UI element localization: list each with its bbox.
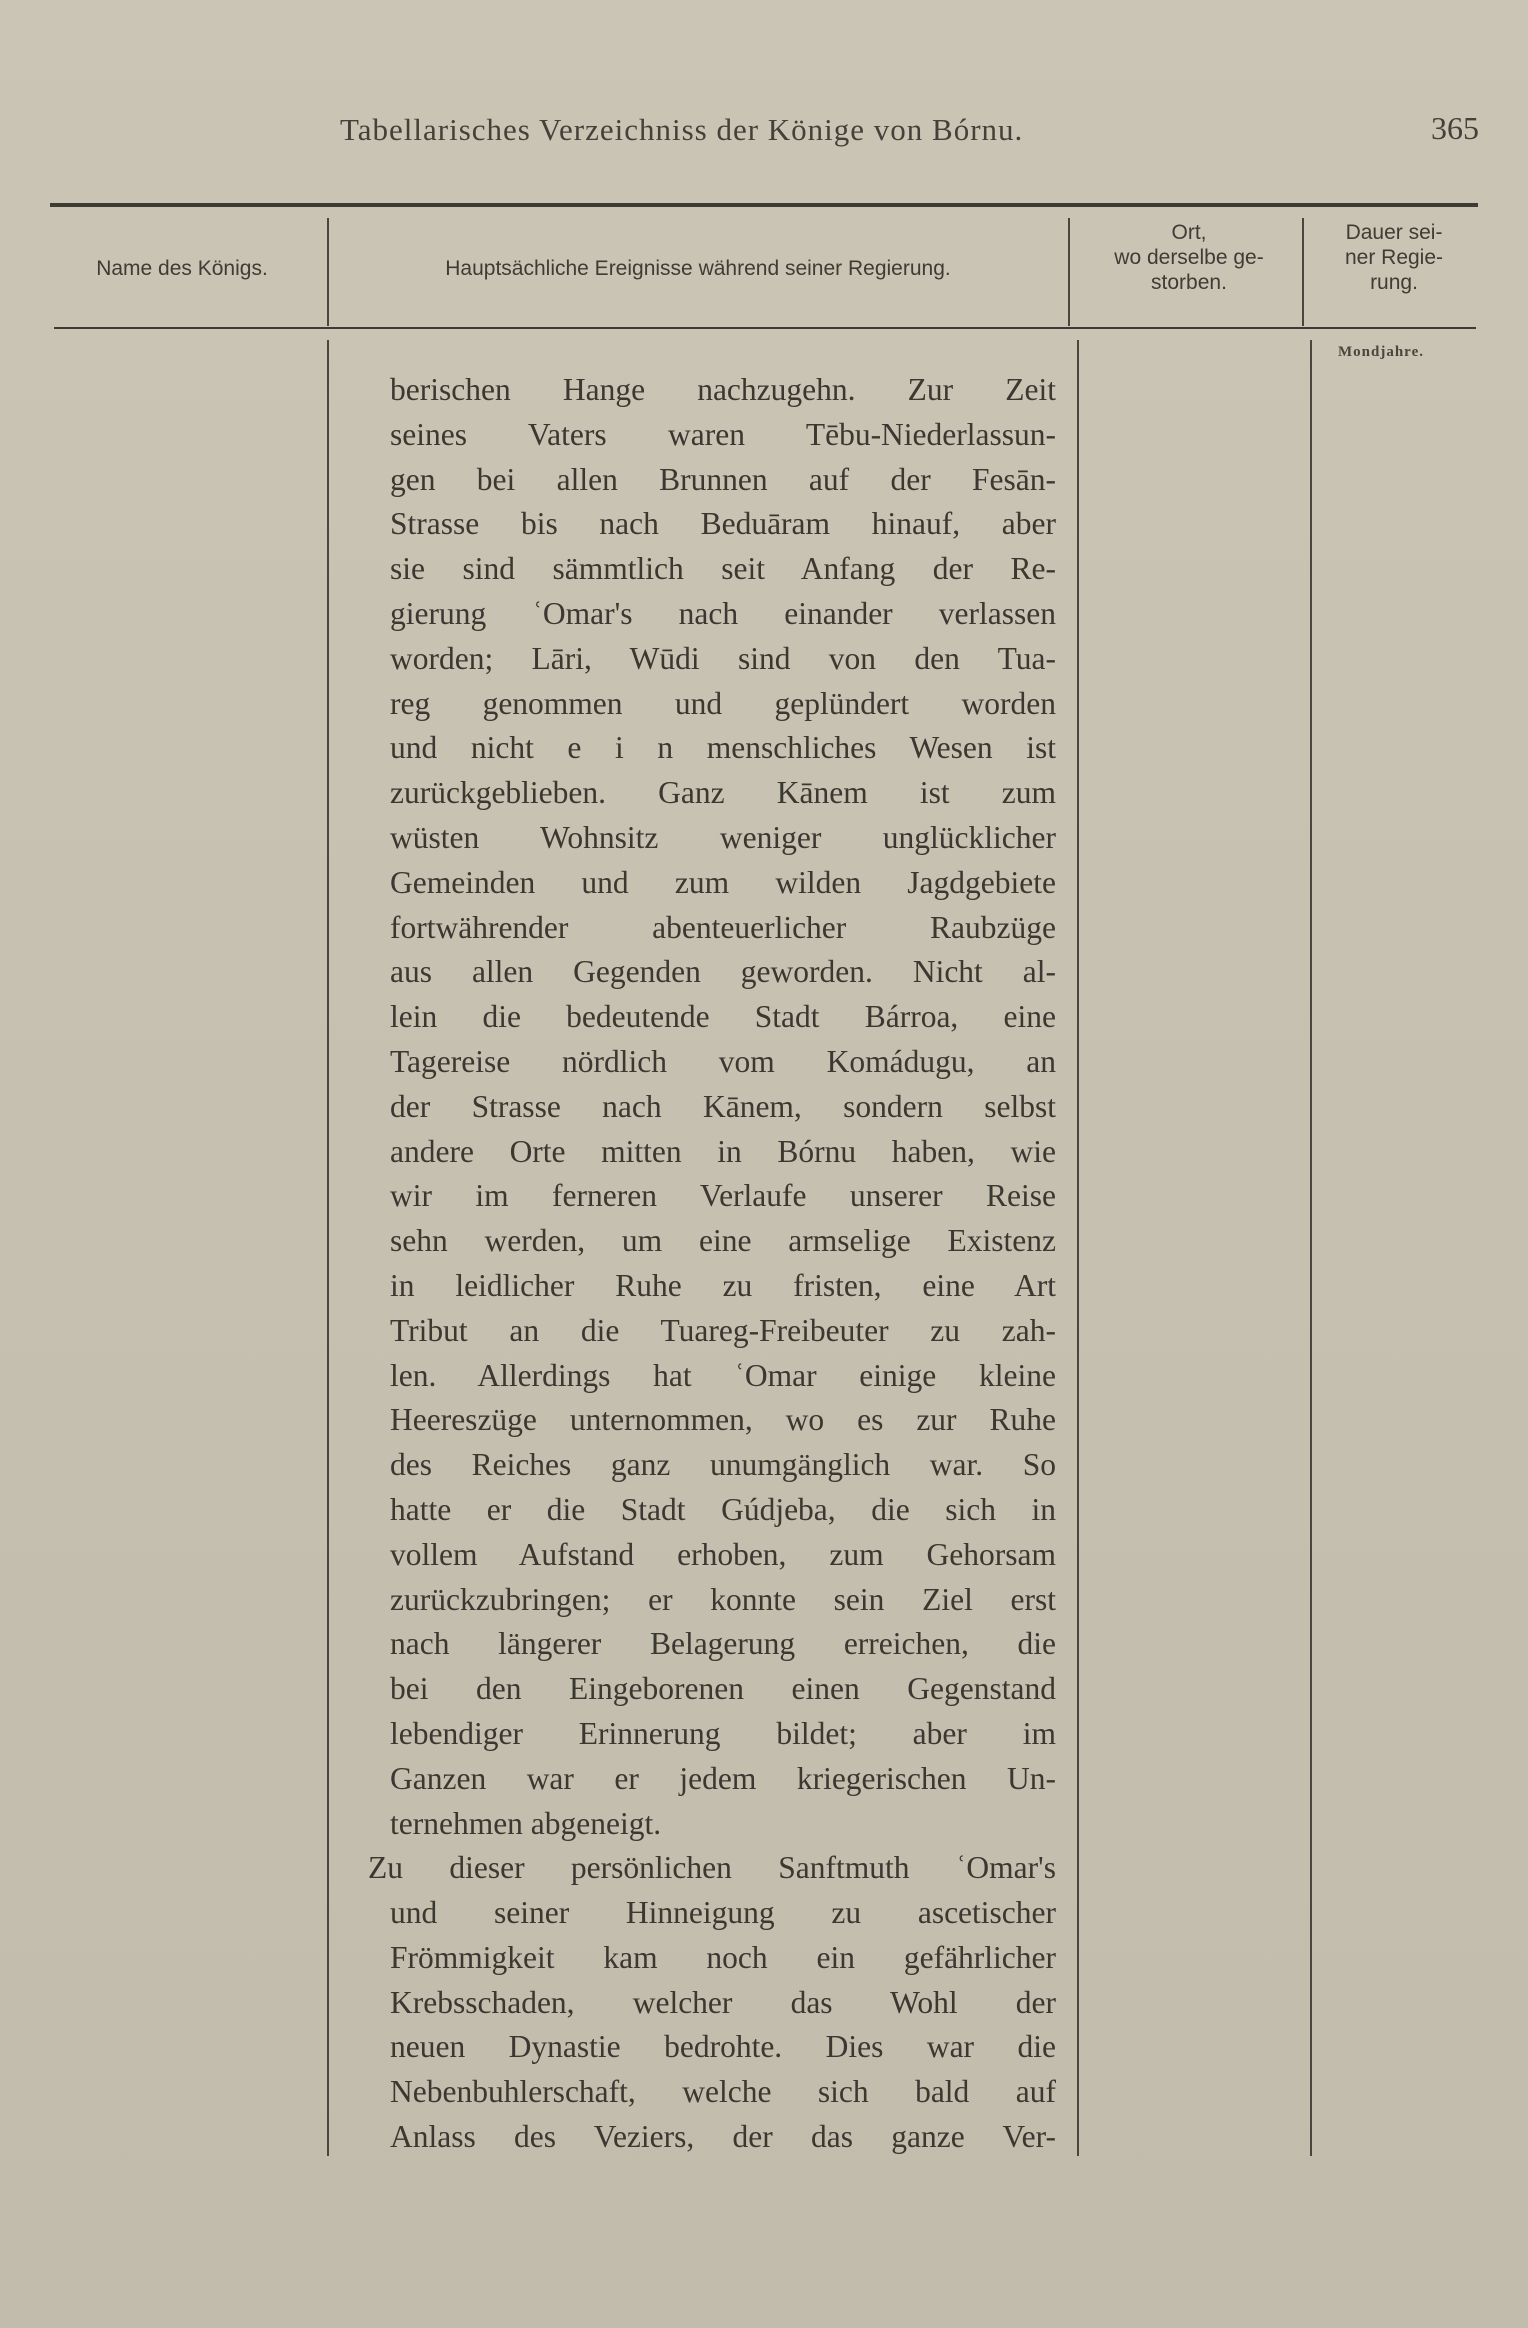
text-line: Ganzen war er jedem kriegerischen Un-	[390, 1760, 1056, 1796]
column-header-events: Hauptsächliche Ereignisse während seiner Regierung.	[445, 257, 951, 280]
text-line: wüsten Wohnsitz weniger unglücklicher	[390, 819, 1056, 855]
body-column-divider	[327, 340, 329, 2156]
running-head: Tabellarisches Verzeichniss der Könige von Bórnu.	[340, 112, 1024, 147]
header-column-divider	[1068, 218, 1070, 326]
text-line: Heereszüge unternommen, wo es zur Ruhe	[390, 1402, 1056, 1438]
column-header-place-line-3: storben.	[1151, 271, 1227, 294]
text-line: hatte er die Stadt Gúdjeba, die sich in	[390, 1491, 1056, 1527]
text-line: andere Orte mitten in Bórnu haben, wie	[390, 1133, 1056, 1169]
text-line: in leidlicher Ruhe zu fristen, eine Art	[390, 1267, 1056, 1303]
text-line: Tagereise nördlich vom Komádugu, an	[390, 1043, 1056, 1079]
text-line: vollem Aufstand erhoben, zum Gehorsam	[390, 1536, 1056, 1572]
text-line: gen bei allen Brunnen auf der Fesān-	[390, 461, 1056, 497]
text-line: Anlass des Veziers, der das ganze Ver-	[390, 2119, 1056, 2155]
text-line: nach längerer Belagerung erreichen, die	[390, 1626, 1056, 1662]
text-line: Gemeinden und zum wilden Jagdgebiete	[390, 864, 1056, 900]
text-line: Tribut an die Tuareg-Freibeuter zu zah-	[390, 1312, 1056, 1348]
column-header-king-name: Name des Königs.	[96, 257, 268, 280]
column-header-reign-line-2: ner Regie-	[1344, 246, 1444, 269]
text-line: neuen Dynastie bedrohte. Dies war die	[390, 2029, 1056, 2065]
text-line: aus allen Gegenden geworden. Nicht al-	[390, 954, 1056, 990]
text-line: worden; Lāri, Wūdi sind von den Tua-	[390, 640, 1056, 676]
text-line: ternehmen abgeneigt.	[390, 1805, 662, 1841]
text-line: Nebenbuhlerschaft, welche sich bald auf	[390, 2074, 1056, 2110]
page-number: 365	[1431, 110, 1479, 146]
text-line: Strasse bis nach Beduāram hinauf, aber	[390, 506, 1056, 542]
body-column-divider	[1310, 340, 1312, 2156]
text-line: der Strasse nach Kānem, sondern selbst	[390, 1088, 1056, 1124]
text-line: fortwährender abenteuerlicher Raubzüge	[390, 909, 1056, 945]
column-header-place-of-death	[1074, 220, 1304, 295]
text-line: sie sind sämmtlich seit Anfang der Re-	[390, 551, 1056, 587]
text-line: und seiner Hinneigung zu ascetischer	[390, 1895, 1056, 1931]
column-header-reign-line-1: Dauer sei-	[1345, 221, 1443, 244]
text-line: und nicht e i n menschliches Wesen ist	[390, 730, 1056, 766]
header-column-divider	[327, 218, 329, 326]
column-header-place-line-2: wo derselbe ge-	[1114, 246, 1264, 269]
body-column-divider	[1077, 340, 1079, 2156]
text-line: wir im ferneren Verlaufe unserer Reise	[390, 1178, 1056, 1214]
text-line: len. Allerdings hat ʿOmar einige kleine	[390, 1357, 1056, 1393]
text-line: lein die bedeutende Stadt Bárroa, eine	[390, 999, 1056, 1035]
text-line: lebendiger Erinnerung bildet; aber im	[390, 1715, 1056, 1751]
text-line: des Reiches ganz unumgänglich war. So	[390, 1447, 1056, 1483]
text-line: Krebsschaden, welcher das Wohl der	[390, 1984, 1056, 2020]
table-header-rule	[54, 327, 1476, 329]
text-line: bei den Eingeborenen einen Gegenstand	[390, 1671, 1056, 1707]
events-column-text	[368, 368, 1056, 2160]
table-top-rule	[50, 203, 1478, 207]
text-line: reg genommen und geplündert worden	[390, 685, 1056, 721]
column-header-reign-line-3: rung.	[1370, 271, 1418, 294]
text-line: berischen Hange nachzugehn. Zur Zeit	[390, 372, 1056, 407]
text-line: seines Vaters waren Tēbu-Niederlassun-	[390, 416, 1056, 452]
unit-label-lunar-years: Mondjahre.	[1338, 344, 1424, 360]
text-line: sehn werden, um eine armselige Existenz	[390, 1223, 1056, 1259]
column-header-place-line-1: Ort,	[1171, 221, 1207, 244]
text-line: Zu dieser persönlichen Sanftmuth ʿOmar's	[368, 1850, 1056, 1886]
text-line: Frömmigkeit kam noch ein gefährlicher	[390, 1939, 1056, 1975]
header-column-divider	[1302, 218, 1304, 326]
text-line: zurückgeblieben. Ganz Kānem ist zum	[390, 775, 1056, 811]
text-line: zurückzubringen; er konnte sein Ziel erst	[390, 1581, 1056, 1617]
text-line: gierung ʿOmar's nach einander verlassen	[390, 595, 1056, 631]
column-header-reign-duration	[1310, 220, 1478, 295]
